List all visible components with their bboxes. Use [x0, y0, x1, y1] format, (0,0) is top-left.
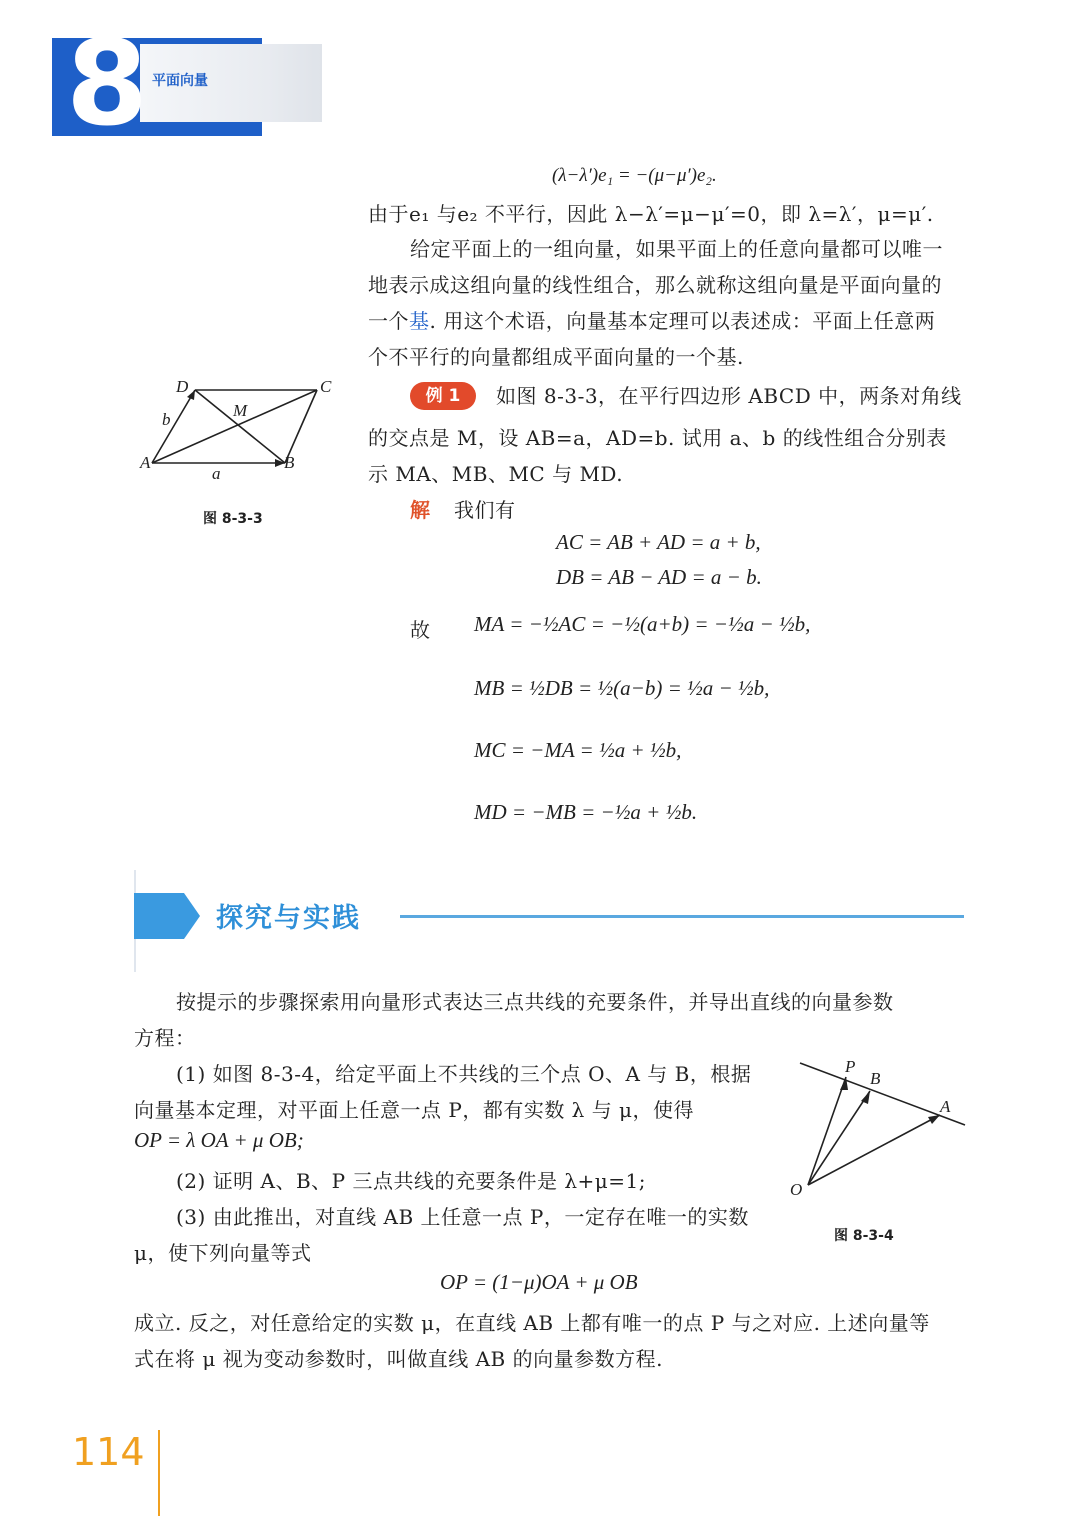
- solution-intro: 我们有: [454, 498, 516, 522]
- section-title: 探究与实践: [216, 903, 361, 934]
- figure-caption: 图 8-3-3: [203, 511, 263, 527]
- section-arrow-icon: [134, 893, 204, 939]
- page-number: 114: [72, 1430, 145, 1474]
- paragraph-line: 地表示成这组向量的线性组合，那么就称这组向量是平面向量的: [368, 273, 942, 297]
- step-1-line: (1) 如图 8-3-4，给定平面上不共线的三个点 O、A 与 B，根据: [176, 1062, 752, 1086]
- chapter-number: 8: [66, 14, 149, 152]
- reason-line: 由于e₁ 与e₂ 不平行，因此 λ−λ′=μ−μ′=0，即 λ=λ′，μ=μ′.: [368, 202, 934, 226]
- paragraph-line: [368, 303, 935, 339]
- label-b-vector: b: [162, 410, 171, 429]
- example-line: 示 MA、MB、MC 与 MD.: [368, 462, 624, 486]
- page-number-rule: [158, 1430, 160, 1516]
- chapter-title: 平面向量: [152, 73, 208, 89]
- paragraph-text: 一个: [368, 309, 409, 333]
- vector-op: [808, 1077, 846, 1185]
- label-d: D: [176, 377, 189, 396]
- section-intro-line: 方程：: [134, 1026, 196, 1050]
- example-line: 如图 8-3-3，在平行四边形 ABCD 中，两条对角线: [496, 384, 962, 408]
- label-m: M: [233, 401, 248, 420]
- step-1-equation: OP = λ OA + μ OB;: [134, 1128, 304, 1152]
- label-b: B: [870, 1069, 881, 1088]
- arrow-oa: [928, 1115, 940, 1124]
- label-c: C: [320, 377, 332, 396]
- equation-ac: AC = AB + AD = a + b,: [556, 530, 761, 554]
- solution-label: 解: [410, 498, 430, 522]
- paragraph-line: 个不平行的向量都组成平面向量的一个基.: [368, 345, 744, 369]
- vector-oa: [808, 1115, 940, 1185]
- label-a: A: [940, 1097, 951, 1116]
- equation-mc: MC = −MA = ½a + ½b,: [474, 738, 682, 762]
- example-badge: 例 1: [410, 382, 476, 410]
- step-3-line: (3) 由此推出，对直线 AB 上任意一点 P，一定存在唯一的实数: [176, 1205, 749, 1229]
- figure-caption: 图 8-3-4: [834, 1228, 894, 1244]
- label-b-point: B: [284, 453, 295, 472]
- section-rule: [400, 915, 964, 918]
- example-line: 的交点是 M，设 AB=a，AD=b. 试用 a、b 的线性组合分别表: [368, 426, 947, 450]
- step-3-line: μ，使下列向量等式: [134, 1241, 312, 1265]
- label-p: P: [845, 1057, 856, 1076]
- step-3-line: 式在将 μ 视为变动参数时，叫做直线 AB 的向量参数方程.: [134, 1347, 663, 1371]
- vector-ob: [808, 1091, 870, 1185]
- paragraph-line: 给定平面上的一组向量，如果平面上的任意向量都可以唯一: [410, 237, 943, 261]
- equation-top: (λ−λ′)e₁ = −(μ−μ′)e₂.: [552, 165, 717, 186]
- therefore-label: 故: [410, 618, 431, 642]
- equation-mb: MB = ½DB = ½(a−b) = ½a − ½b,: [474, 676, 770, 700]
- paragraph-text: . 用这个术语，向量基本定理可以表述成：平面上任意两: [429, 309, 936, 333]
- term-basis: 基: [409, 309, 430, 333]
- equation-md: MD = −MB = −½a + ½b.: [474, 800, 698, 824]
- step-3-equation: OP = (1−μ)OA + μ OB: [440, 1270, 638, 1294]
- label-a-vector: a: [212, 464, 221, 483]
- edge-ad: [152, 390, 195, 463]
- equation-ma: MA = −½AC = −½(a+b) = −½a − ½b,: [474, 612, 811, 636]
- label-o: O: [790, 1180, 803, 1199]
- step-2-line: (2) 证明 A、B、P 三点共线的充要条件是 λ+μ=1;: [176, 1169, 647, 1193]
- step-3-line: 成立. 反之，对任意给定的实数 μ，在直线 AB 上都有唯一的点 P 与之对应. 上述向量等: [134, 1311, 930, 1335]
- equation-db: DB = AB − AD = a − b.: [556, 565, 762, 589]
- step-1-line: 向量基本定理，对平面上任意一点 P，都有实数 λ 与 μ，使得: [134, 1098, 695, 1122]
- label-a-point: A: [140, 453, 151, 472]
- section-intro-line: 按提示的步骤探索用向量形式表达三点共线的充要条件，并导出直线的向量参数: [176, 990, 894, 1014]
